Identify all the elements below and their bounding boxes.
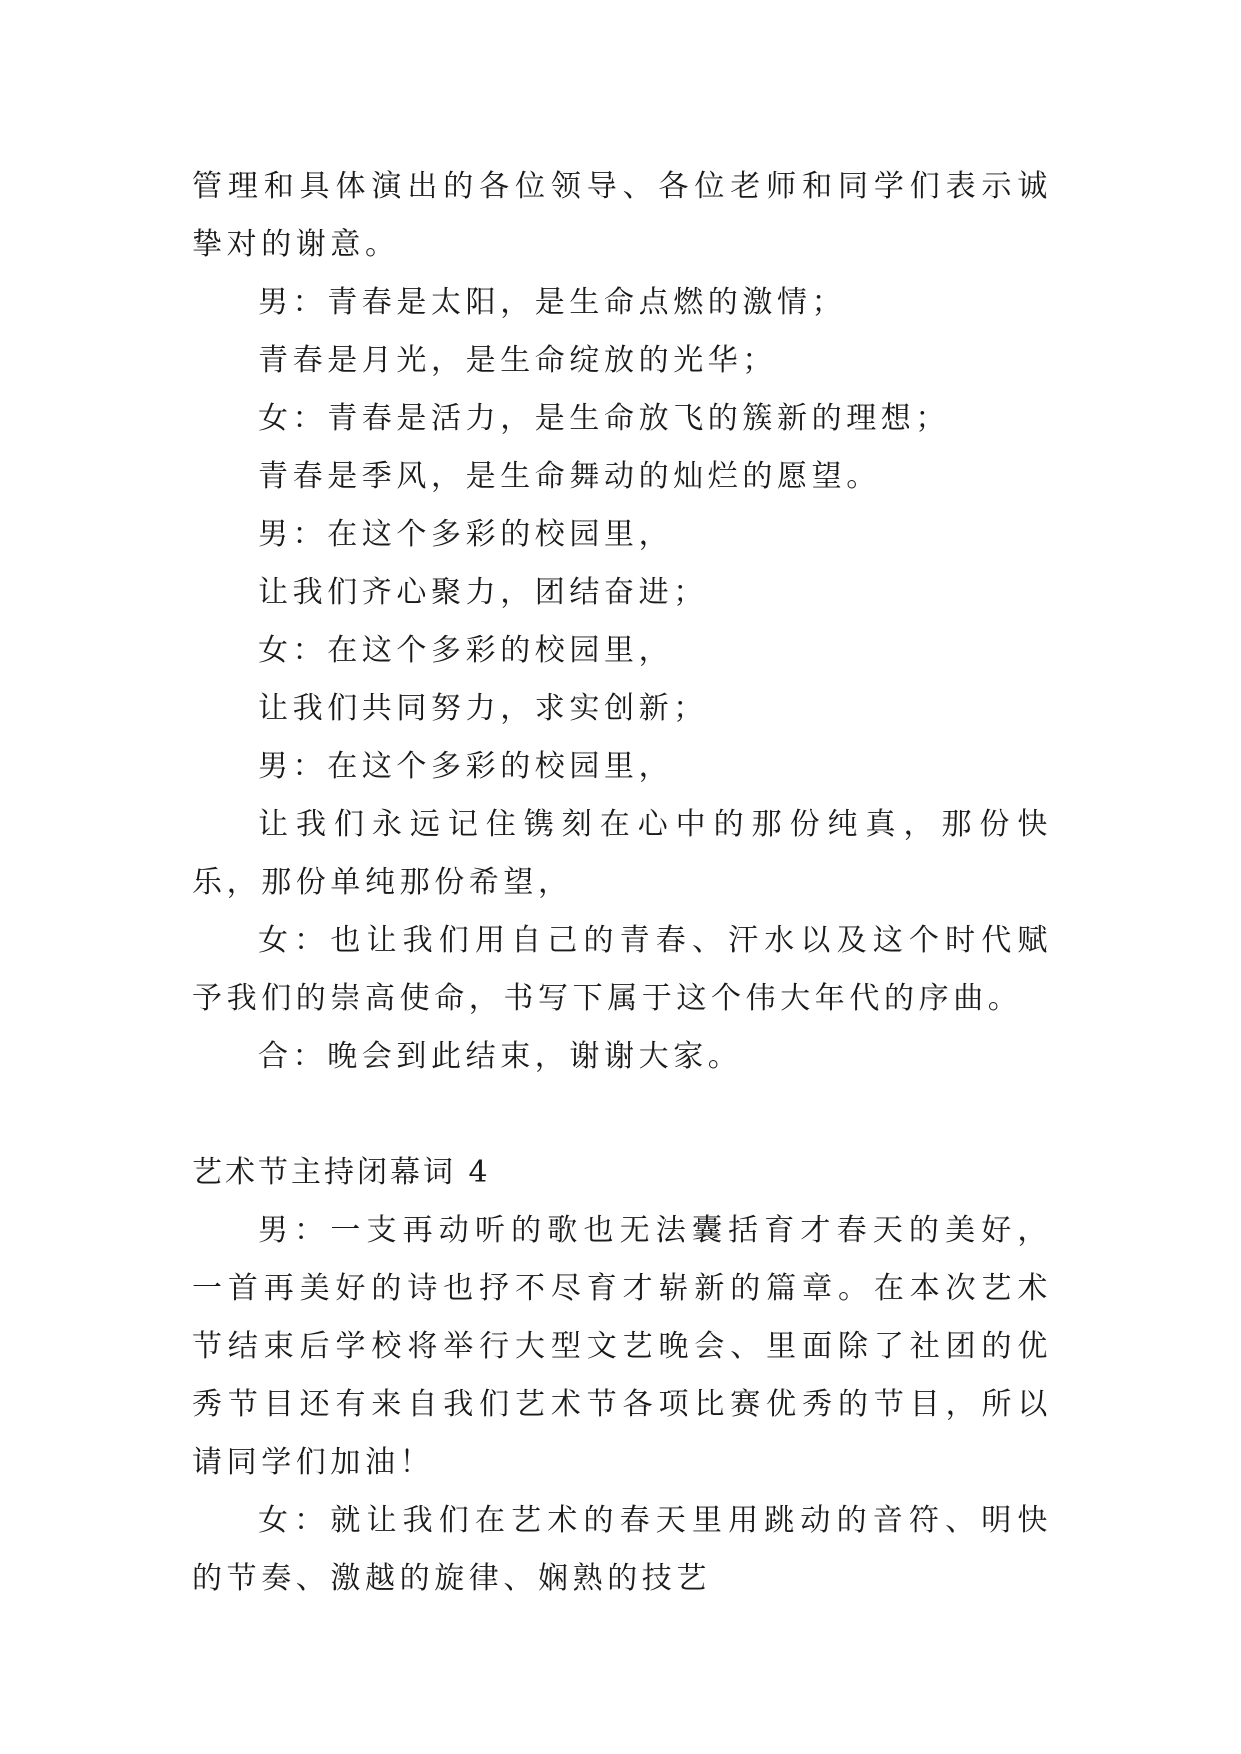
closing-remarks-part-3 [192, 158, 1052, 1086]
paragraph: 女：就让我们在艺术的春天里用跳动的音符、明快的节奏、激越的旋律、娴熟的技艺 [192, 1503, 1052, 1596]
paragraph: 男：在这个多彩的校园里， [258, 517, 674, 552]
paragraph: 男：青春是太阳，是生命点燃的激情； [258, 285, 847, 320]
paragraph: 青春是月光，是生命绽放的光华； [258, 343, 777, 378]
paragraph: 女：在这个多彩的校园里， [258, 633, 674, 668]
paragraph: 让我们共同努力，求实创新； [258, 691, 708, 726]
paragraph: 青春是季风，是生命舞动的灿烂的愿望。 [258, 459, 881, 494]
document-body [192, 158, 1052, 1608]
paragraph: 女：青春是活力，是生命放飞的簇新的理想； [258, 401, 950, 436]
section-heading: 艺术节主持闭幕词 4 [192, 1155, 491, 1190]
section-gap [192, 1086, 1052, 1144]
paragraph: 合：晚会到此结束，谢谢大家。 [258, 1039, 743, 1074]
paragraph: 让我们永远记住镌刻在心中的那份纯真，那份快乐，那份单纯那份希望， [192, 807, 1052, 900]
paragraph: 男：一支再动听的歌也无法囊括育才春天的美好，一首再美好的诗也抒不尽育才崭新的篇章。在本次艺术节结束后学校将举行大型文艺晚会、里面除了社团的优秀节目还有来自我们艺术节各项比赛优秀的节目，所以请同学们加油！ [192, 1213, 1052, 1480]
paragraph: 管理和具体演出的各位领导、各位老师和同学们表示诚挚对的谢意。 [192, 169, 1052, 262]
paragraph: 女：也让我们用自己的青春、汗水以及这个时代赋予我们的崇高使命，书写下属于这个伟大年代的序曲。 [192, 923, 1052, 1016]
paragraph: 男：在这个多彩的校园里， [258, 749, 674, 784]
closing-remarks-part-4 [192, 1202, 1052, 1608]
paragraph: 让我们齐心聚力，团结奋进； [258, 575, 708, 610]
